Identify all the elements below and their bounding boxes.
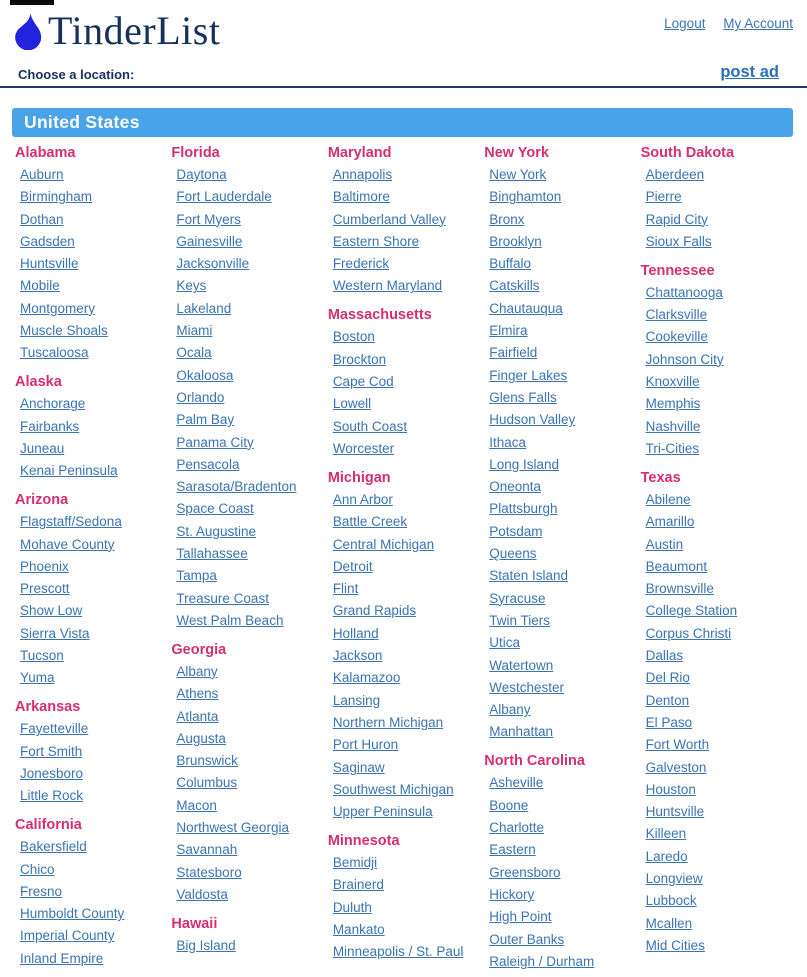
location-column (15, 137, 171, 977)
city-link[interactable]: Juneau (20, 440, 65, 456)
header-divider (0, 86, 807, 88)
city-link[interactable]: Daytona (176, 167, 227, 182)
city-link[interactable]: Potsdam (489, 523, 543, 539)
state-heading: Maryland (327, 145, 392, 161)
city-link[interactable]: Augusta (176, 730, 226, 746)
city-link[interactable]: Grand Rapids (332, 603, 417, 619)
city-link[interactable]: Staten Island (489, 568, 569, 584)
choose-location-label: Choose a location: (18, 67, 135, 82)
city-link[interactable]: Long Island (489, 456, 560, 472)
site-header (0, 0, 807, 84)
state-block (15, 817, 165, 965)
city-link[interactable]: Tallahassee (176, 546, 248, 562)
city-link[interactable]: Minneapolis / St. Paul (332, 944, 464, 960)
city-link[interactable]: Brunswick (176, 753, 238, 769)
site-logo[interactable] (10, 8, 221, 53)
city-link[interactable]: Panama City (176, 434, 254, 450)
city-link[interactable]: Tucson (20, 648, 64, 664)
city-link[interactable]: Upper Peninsula (332, 804, 433, 820)
city-link[interactable]: Syracuse (489, 590, 546, 606)
city-link[interactable]: Raleigh / Durham (489, 953, 595, 969)
city-link[interactable]: Cape Cod (332, 374, 394, 390)
city-link[interactable]: Lubbock (645, 893, 697, 909)
state-block (15, 145, 165, 360)
city-link[interactable]: South Coast (332, 418, 408, 434)
state-block (328, 145, 478, 293)
city-link[interactable]: Sarasota/Bradenton (176, 479, 297, 495)
city-link[interactable]: Tampa (176, 568, 217, 584)
city-link[interactable]: Yuma (20, 670, 55, 686)
city-link[interactable]: Twin Tiers (489, 612, 550, 628)
city-link[interactable]: Humboldt County (20, 906, 125, 922)
city-link[interactable]: Duluth (332, 899, 372, 915)
city-link[interactable]: Outer Banks (489, 931, 565, 947)
city-link[interactable]: Palm Bay (176, 412, 235, 428)
city-link[interactable]: Big Island (176, 937, 236, 953)
city-link[interactable]: Chautauqua (489, 300, 563, 316)
city-link[interactable]: Nashville (645, 418, 701, 434)
location-column (641, 137, 797, 977)
my-account-link[interactable]: My Account (723, 16, 793, 31)
city-link[interactable]: Kalamazoo (332, 670, 401, 686)
city-link[interactable]: Beaumont (645, 558, 708, 574)
city-link[interactable]: Jacksonville (176, 256, 250, 272)
city-link[interactable]: Eastern (489, 842, 536, 858)
city-link[interactable]: Longview (645, 871, 703, 887)
city-link[interactable]: Sioux Falls (645, 233, 712, 249)
city-link[interactable]: Fairbanks (20, 418, 80, 434)
city-link[interactable]: Charlotte (489, 820, 544, 836)
city-link[interactable]: Atlanta (176, 708, 219, 724)
city-link[interactable]: Mcallen (645, 915, 693, 931)
city-link[interactable]: Eastern Shore (332, 233, 420, 249)
state-heading: Texas (640, 469, 681, 486)
city-link[interactable]: Inland Empire (20, 950, 104, 966)
country-banner-title: United States (24, 112, 140, 132)
city-link[interactable]: Albany (176, 663, 218, 679)
state-block (641, 470, 791, 953)
city-link[interactable]: Brainerd (332, 877, 384, 893)
city-link[interactable]: Mankato (332, 922, 385, 938)
city-link[interactable]: Ann Arbor (332, 491, 393, 507)
city-link[interactable]: Hudson Valley (489, 412, 576, 428)
city-link[interactable]: Fort Smith (20, 743, 83, 759)
location-subbar (10, 51, 793, 84)
city-link[interactable]: Lansing (332, 692, 381, 708)
city-link[interactable]: Sierra Vista (20, 625, 90, 641)
city-link[interactable]: Houston (645, 781, 696, 797)
state-heading: California (15, 817, 82, 834)
city-link[interactable]: Valdosta (176, 886, 228, 902)
city-link[interactable]: Laredo (645, 848, 688, 864)
state-heading: Georgia (171, 641, 227, 658)
city-link[interactable]: Lakeland (176, 300, 232, 316)
city-link[interactable]: Austin (645, 536, 684, 552)
city-link[interactable]: Galveston (645, 759, 707, 775)
city-link[interactable]: Plattsburgh (489, 501, 558, 517)
city-link[interactable]: Pensacola (176, 456, 240, 472)
city-link[interactable]: Western Maryland (332, 278, 443, 294)
location-columns (15, 137, 797, 977)
city-link[interactable]: Binghamton (489, 189, 562, 205)
city-link[interactable]: Catskills (489, 278, 540, 294)
city-link[interactable]: Aberdeen (645, 167, 705, 182)
city-link[interactable]: Statesboro (176, 864, 242, 880)
city-link[interactable]: Utica (489, 635, 520, 651)
city-link[interactable]: Show Low (20, 603, 83, 619)
city-link[interactable]: Greensboro (489, 864, 561, 880)
city-link[interactable]: Chico (20, 861, 55, 877)
city-link[interactable]: Montgomery (20, 300, 96, 316)
state-heading: Tennessee (640, 262, 715, 279)
city-link[interactable]: Muscle Shoals (20, 323, 108, 339)
post-ad-link[interactable]: post ad (720, 63, 779, 81)
city-link[interactable]: Holland (332, 625, 379, 641)
city-link[interactable]: Cookeville (645, 329, 708, 345)
city-link[interactable]: Tuscaloosa (20, 345, 89, 361)
location-column (484, 137, 640, 977)
city-link[interactable]: Mohave County (20, 536, 115, 552)
state-heading: Hawaii (171, 915, 218, 932)
city-link[interactable]: Okaloosa (176, 367, 234, 383)
city-link[interactable]: Albany (489, 702, 531, 718)
city-link[interactable]: Boston (332, 329, 375, 345)
city-link[interactable]: Little Rock (20, 788, 84, 804)
state-block (484, 753, 634, 968)
city-link[interactable]: Keys (176, 278, 207, 294)
city-link[interactable]: West Palm Beach (176, 612, 284, 628)
account-nav (650, 16, 793, 31)
city-link[interactable]: Fresno (20, 883, 63, 899)
city-link[interactable]: Brooklyn (489, 233, 542, 249)
city-link[interactable]: Jonesboro (20, 765, 84, 781)
city-link[interactable]: Flint (332, 581, 359, 597)
city-link[interactable]: Fairfield (489, 345, 538, 361)
city-link[interactable]: Chattanooga (645, 284, 723, 300)
city-link[interactable]: Hickory (489, 886, 535, 902)
city-link[interactable]: Lowell (332, 396, 372, 412)
flame-icon (10, 12, 46, 50)
city-link[interactable]: Denton (645, 692, 690, 708)
city-link[interactable]: Southwest Michigan (332, 781, 454, 797)
city-link[interactable]: Westchester (489, 679, 564, 695)
city-link[interactable]: Cumberland Valley (332, 211, 446, 227)
city-link[interactable]: Athens (176, 686, 219, 702)
city-link[interactable]: Finger Lakes (489, 367, 568, 383)
city-link[interactable]: Jackson (332, 648, 383, 664)
city-link[interactable]: Kenai Peninsula (20, 463, 118, 479)
city-link[interactable]: Gadsden (20, 233, 75, 249)
state-block (328, 470, 478, 819)
city-link[interactable]: High Point (489, 909, 552, 925)
city-link[interactable]: Dothan (20, 211, 64, 227)
city-link[interactable]: Knoxville (645, 374, 700, 390)
city-link[interactable]: New York (489, 167, 547, 182)
city-link[interactable]: Manhattan (489, 724, 554, 740)
city-link[interactable]: Oneonta (489, 479, 542, 495)
city-link[interactable]: Corpus Christi (645, 625, 732, 641)
city-link[interactable]: Buffalo (489, 256, 532, 272)
city-link[interactable]: Miami (176, 323, 213, 339)
city-link[interactable]: Fort Worth (645, 737, 710, 753)
city-link[interactable]: Clarksville (645, 307, 708, 323)
city-link[interactable]: Saginaw (332, 759, 385, 775)
state-block (641, 263, 791, 456)
logout-link[interactable]: Logout (664, 16, 706, 31)
city-link[interactable]: Port Huron (332, 737, 399, 753)
city-link[interactable]: Northern Michigan (332, 714, 444, 730)
state-heading: Florida (171, 145, 220, 161)
city-link[interactable]: Tri-Cities (645, 440, 700, 456)
city-link[interactable]: Killeen (645, 826, 687, 842)
city-link[interactable]: Annapolis (332, 167, 393, 182)
city-link[interactable]: Bronx (489, 211, 525, 227)
state-block (15, 492, 165, 685)
location-column (328, 137, 484, 977)
city-link[interactable]: El Paso (645, 714, 693, 730)
state-heading: Arkansas (15, 699, 81, 716)
city-link[interactable]: Baltimore (332, 189, 390, 205)
site-logo-text: TinderList (48, 8, 221, 53)
city-link[interactable]: Glens Falls (489, 389, 557, 405)
state-block (15, 374, 165, 478)
state-heading: Michigan (327, 469, 391, 486)
city-link[interactable]: Del Rio (645, 670, 690, 686)
state-heading: Alaska (15, 374, 62, 391)
city-link[interactable]: Worcester (332, 440, 395, 456)
city-link[interactable]: Ocala (176, 345, 212, 361)
city-link[interactable]: Orlando (176, 389, 225, 405)
city-link[interactable]: Abilene (645, 491, 691, 507)
city-link[interactable]: Ithaca (489, 434, 526, 450)
state-heading: New York (484, 145, 549, 161)
city-link[interactable]: Treasure Coast (176, 590, 269, 606)
city-link[interactable]: Johnson City (645, 351, 724, 367)
state-block (328, 307, 478, 455)
city-link[interactable]: Imperial County (20, 928, 115, 944)
state-block (171, 145, 321, 628)
state-block (641, 145, 791, 249)
city-link[interactable]: Huntsville (645, 804, 705, 820)
location-column (171, 137, 327, 977)
city-link[interactable]: Macon (176, 797, 217, 813)
city-link[interactable]: Gainesville (176, 233, 243, 249)
state-block (484, 145, 634, 739)
city-link[interactable]: Asheville (489, 775, 544, 791)
city-link[interactable]: Bemidji (332, 855, 378, 871)
state-heading: Minnesota (327, 833, 400, 850)
city-link[interactable]: Savannah (176, 842, 238, 858)
city-link[interactable]: Detroit (332, 558, 373, 574)
state-block (15, 699, 165, 803)
city-link[interactable]: College Station (645, 603, 738, 619)
city-link[interactable]: Auburn (20, 167, 64, 182)
city-link[interactable]: Space Coast (176, 501, 254, 517)
city-link[interactable]: Flagstaff/Sedona (20, 514, 122, 530)
city-link[interactable]: Queens (489, 546, 537, 562)
city-link[interactable]: Birmingham (20, 189, 93, 205)
state-heading: Arizona (15, 492, 69, 509)
city-link[interactable]: Mid Cities (645, 937, 705, 953)
city-link[interactable]: Elmira (489, 323, 528, 339)
city-link[interactable]: Brockton (332, 351, 387, 367)
state-heading: South Dakota (640, 145, 735, 161)
city-link[interactable]: Fort Myers (176, 211, 241, 227)
city-link[interactable]: Brownsville (645, 581, 714, 597)
city-link[interactable]: Anchorage (20, 396, 86, 412)
city-link[interactable]: Amarillo (645, 514, 695, 530)
city-link[interactable]: Bakersfield (20, 839, 87, 855)
city-link[interactable]: Boone (489, 797, 529, 813)
country-banner (12, 108, 793, 137)
city-link[interactable]: Battle Creek (332, 514, 408, 530)
state-block (171, 642, 321, 902)
city-link[interactable]: St. Augustine (176, 523, 256, 539)
state-block (171, 916, 321, 953)
city-link[interactable]: Prescott (20, 581, 70, 597)
city-link[interactable]: Columbus (176, 775, 238, 791)
location-picker (0, 108, 807, 977)
city-link[interactable]: Pierre (645, 189, 682, 205)
state-block (328, 833, 478, 959)
city-link[interactable]: Mobile (20, 278, 60, 294)
city-link[interactable]: Rapid City (645, 211, 708, 227)
city-link[interactable]: Central Michigan (332, 536, 435, 552)
city-link[interactable]: Fayetteville (20, 721, 89, 737)
city-link[interactable]: Huntsville (20, 256, 79, 272)
city-link[interactable]: Memphis (645, 396, 701, 412)
city-link[interactable]: Fort Lauderdale (176, 189, 272, 205)
city-link[interactable]: Frederick (332, 256, 390, 272)
state-heading: North Carolina (484, 753, 585, 770)
city-link[interactable]: Northwest Georgia (176, 820, 289, 836)
city-link[interactable]: Phoenix (20, 558, 69, 574)
city-link[interactable]: Watertown (489, 657, 554, 673)
state-heading: Alabama (15, 145, 76, 161)
city-link[interactable]: Dallas (645, 648, 684, 664)
state-heading: Massachusetts (327, 307, 432, 324)
